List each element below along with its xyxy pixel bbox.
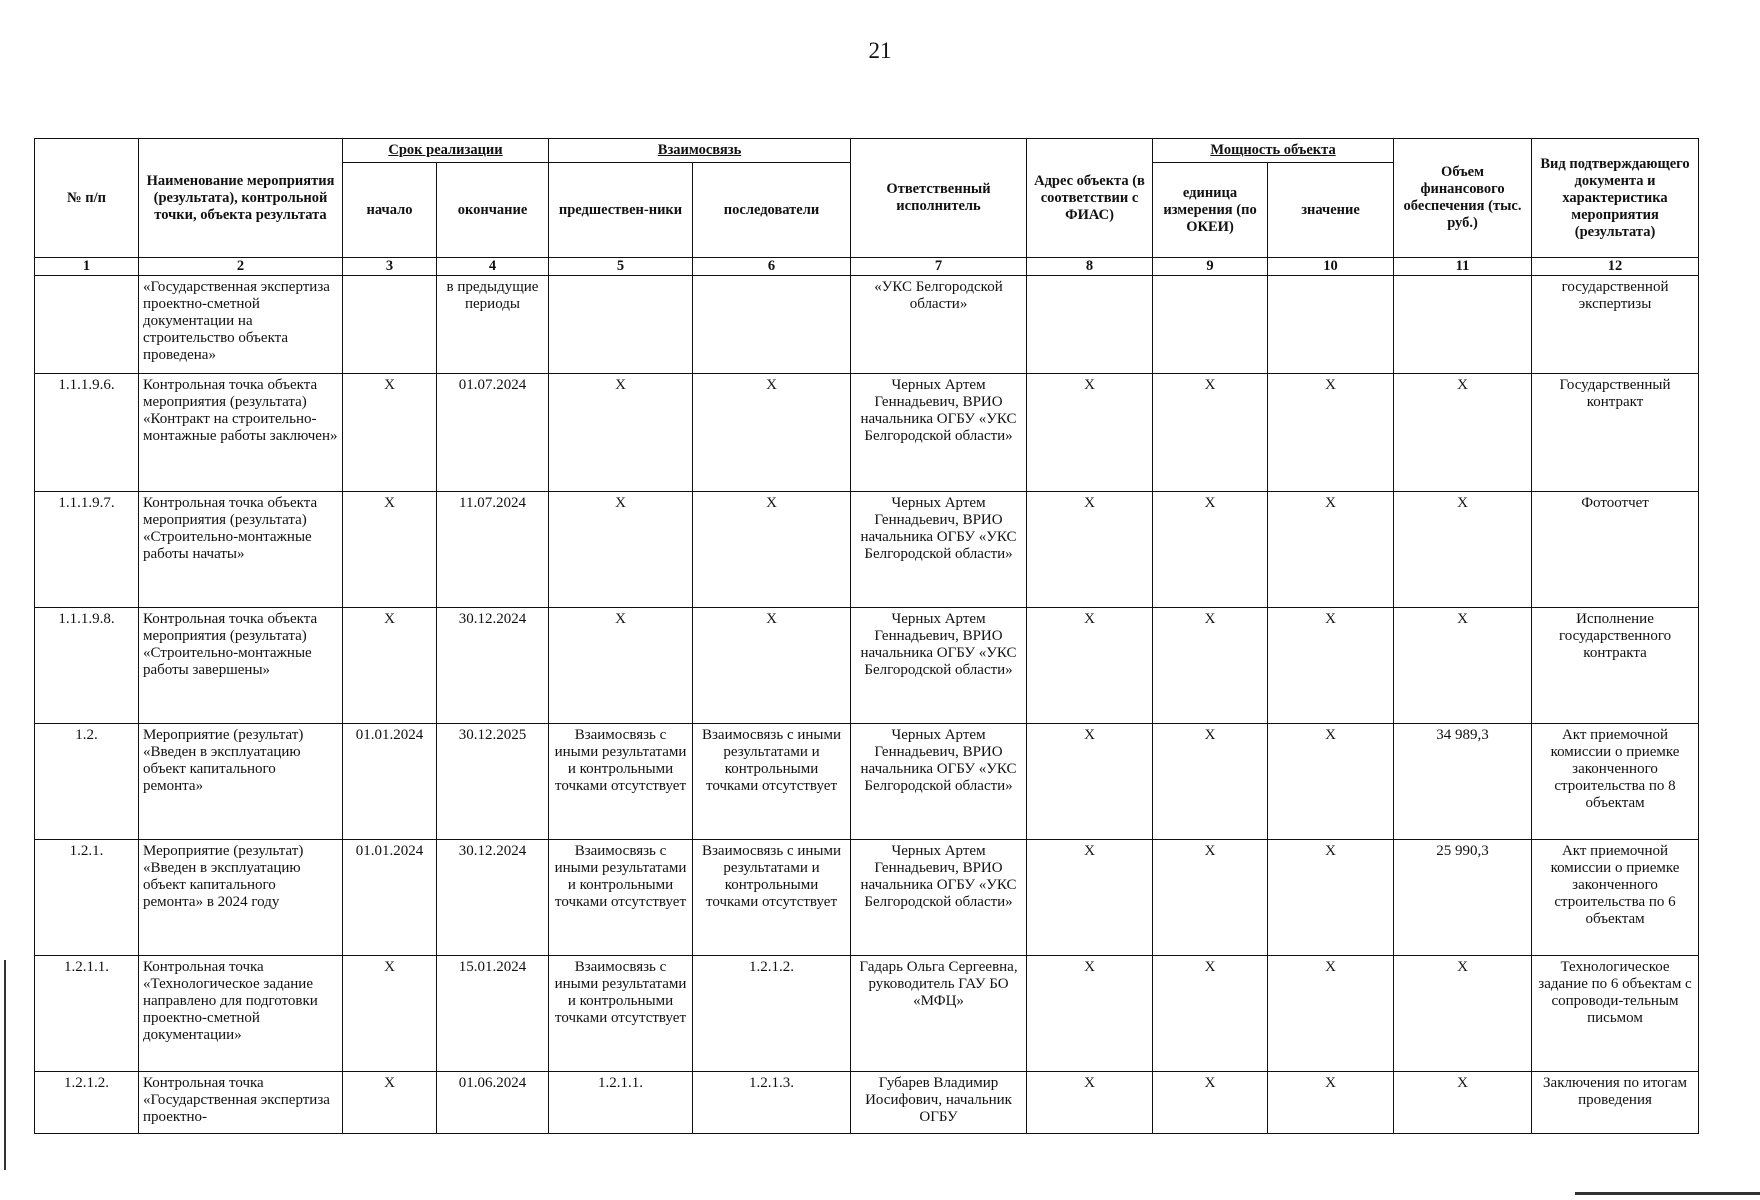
column-number: 7 — [851, 258, 1027, 276]
row-predecessors: Взаимосвязь с иными результатами и контрольными точками отсутствует — [549, 724, 693, 840]
table-row — [35, 608, 1699, 724]
row-number: 1.2.1.1. — [35, 956, 139, 1072]
row-unit — [1153, 276, 1268, 374]
row-predecessors: Х — [549, 374, 693, 492]
row-name: Мероприятие (результат) «Введен в эксплуатацию объект капитального ремонта» — [139, 724, 343, 840]
header-start: начало — [343, 163, 437, 258]
scan-edge-line — [1575, 1192, 1760, 1195]
row-value: Х — [1268, 608, 1394, 724]
column-number: 9 — [1153, 258, 1268, 276]
row-responsible: Черных Артем Геннадьевич, ВРИО начальника ОГБУ «УКС Белгородской области» — [851, 724, 1027, 840]
row-successors: Х — [693, 374, 851, 492]
column-number: 2 — [139, 258, 343, 276]
header-predecessors: предшествен-ники — [549, 163, 693, 258]
row-name: Контрольная точка «Государственная экспертиза проектно- — [139, 1072, 343, 1134]
row-name: Мероприятие (результат) «Введен в эксплуатацию объект капитального ремонта» в 2024 году — [139, 840, 343, 956]
table-row — [35, 956, 1699, 1072]
row-document: Фотоотчет — [1532, 492, 1699, 608]
row-successors: 1.2.1.3. — [693, 1072, 851, 1134]
row-start — [343, 276, 437, 374]
row-successors: Х — [693, 608, 851, 724]
row-finance: Х — [1394, 492, 1532, 608]
row-responsible: Гадарь Ольга Сергеевна, руководитель ГАУ БО «МФЦ» — [851, 956, 1027, 1072]
row-start: 01.01.2024 — [343, 724, 437, 840]
table-row — [35, 724, 1699, 840]
row-value: Х — [1268, 492, 1394, 608]
row-start: Х — [343, 1072, 437, 1134]
column-number: 6 — [693, 258, 851, 276]
header-unit: единица измерения (по ОКЕИ) — [1153, 163, 1268, 258]
row-start: Х — [343, 492, 437, 608]
table-row — [35, 840, 1699, 956]
row-document: Исполнение государственного контракта — [1532, 608, 1699, 724]
row-document: Государственный контракт — [1532, 374, 1699, 492]
row-predecessors: Взаимосвязь с иными результатами и контрольными точками отсутствует — [549, 956, 693, 1072]
row-address: Х — [1027, 492, 1153, 608]
row-address: Х — [1027, 374, 1153, 492]
row-responsible: Губарев Владимир Иосифович, начальник ОГБУ — [851, 1072, 1027, 1134]
row-end: 11.07.2024 — [437, 492, 549, 608]
header-period: Срок реализации — [343, 139, 549, 163]
page-number: 21 — [868, 38, 892, 63]
column-number: 11 — [1394, 258, 1532, 276]
row-name: Контрольная точка объекта мероприятия (результата) «Контракт на строительно-монтажные работы заключен» — [139, 374, 343, 492]
row-name: Контрольная точка объекта мероприятия (результата) «Строительно-монтажные работы завершены» — [139, 608, 343, 724]
row-number: 1.2.1.2. — [35, 1072, 139, 1134]
header-value: значение — [1268, 163, 1394, 258]
row-document: Заключения по итогам проведения — [1532, 1072, 1699, 1134]
header-address: Адрес объекта (в соответствии с ФИАС) — [1027, 139, 1153, 258]
row-end: 01.07.2024 — [437, 374, 549, 492]
table-row — [35, 374, 1699, 492]
row-unit: Х — [1153, 374, 1268, 492]
row-address: Х — [1027, 608, 1153, 724]
row-document: Акт приемочной комиссии о приемке законченного строительства по 6 объектам — [1532, 840, 1699, 956]
row-value: Х — [1268, 374, 1394, 492]
row-document: государственной экспертизы — [1532, 276, 1699, 374]
schedule-table — [34, 138, 1699, 1134]
row-number: 1.1.1.9.8. — [35, 608, 139, 724]
header-end: окончание — [437, 163, 549, 258]
row-finance — [1394, 276, 1532, 374]
row-number: 1.1.1.9.7. — [35, 492, 139, 608]
table-header — [35, 139, 1699, 276]
row-end: 30.12.2024 — [437, 840, 549, 956]
row-address: Х — [1027, 840, 1153, 956]
row-value: Х — [1268, 724, 1394, 840]
header-finance: Объем финансового обеспечения (тыс. руб.) — [1394, 139, 1532, 258]
row-end: 15.01.2024 — [437, 956, 549, 1072]
column-number: 3 — [343, 258, 437, 276]
row-responsible: Черных Артем Геннадьевич, ВРИО начальника ОГБУ «УКС Белгородской области» — [851, 374, 1027, 492]
column-number: 10 — [1268, 258, 1394, 276]
header-responsible: Ответственный исполнитель — [851, 139, 1027, 258]
column-number: 12 — [1532, 258, 1699, 276]
column-number: 1 — [35, 258, 139, 276]
column-number: 8 — [1027, 258, 1153, 276]
scan-edge-line — [4, 960, 6, 1170]
row-predecessors: Х — [549, 608, 693, 724]
column-number: 4 — [437, 258, 549, 276]
row-responsible: Черных Артем Геннадьевич, ВРИО начальника ОГБУ «УКС Белгородской области» — [851, 608, 1027, 724]
header-name: Наименование мероприятия (результата), контрольной точки, объекта результата — [139, 139, 343, 258]
row-name: «Государственная экспертиза проектно-сметной документации на строительство объекта проведена» — [139, 276, 343, 374]
row-successors — [693, 276, 851, 374]
row-end: 30.12.2024 — [437, 608, 549, 724]
row-address — [1027, 276, 1153, 374]
row-start: Х — [343, 956, 437, 1072]
header-successors: последователи — [693, 163, 851, 258]
row-value: Х — [1268, 1072, 1394, 1134]
row-value — [1268, 276, 1394, 374]
row-finance: Х — [1394, 1072, 1532, 1134]
row-start: 01.01.2024 — [343, 840, 437, 956]
row-successors: Х — [693, 492, 851, 608]
row-finance: Х — [1394, 608, 1532, 724]
row-successors: Взаимосвязь с иными результатами и контрольными точками отсутствует — [693, 724, 851, 840]
row-successors: 1.2.1.2. — [693, 956, 851, 1072]
row-name: Контрольная точка объекта мероприятия (результата) «Строительно-монтажные работы начаты» — [139, 492, 343, 608]
header-link: Взаимосвязь — [549, 139, 851, 163]
column-number: 5 — [549, 258, 693, 276]
row-predecessors — [549, 276, 693, 374]
row-name: Контрольная точка «Технологическое задание направлено для подготовки проектно-сметной документации» — [139, 956, 343, 1072]
row-responsible: «УКС Белгородской области» — [851, 276, 1027, 374]
row-value: Х — [1268, 956, 1394, 1072]
row-finance: Х — [1394, 956, 1532, 1072]
table-row — [35, 276, 1699, 374]
row-responsible: Черных Артем Геннадьевич, ВРИО начальника ОГБУ «УКС Белгородской области» — [851, 840, 1027, 956]
row-finance: 34 989,3 — [1394, 724, 1532, 840]
row-number: 1.2.1. — [35, 840, 139, 956]
row-end: в предыдущие периоды — [437, 276, 549, 374]
row-predecessors: Х — [549, 492, 693, 608]
row-address: Х — [1027, 724, 1153, 840]
table-row — [35, 492, 1699, 608]
row-start: Х — [343, 374, 437, 492]
row-finance: 25 990,3 — [1394, 840, 1532, 956]
row-document: Технологическое задание по 6 объектам с сопроводи-тельным письмом — [1532, 956, 1699, 1072]
row-document: Акт приемочной комиссии о приемке законченного строительства по 8 объектам — [1532, 724, 1699, 840]
row-number: 1.2. — [35, 724, 139, 840]
row-unit: Х — [1153, 492, 1268, 608]
row-address: Х — [1027, 956, 1153, 1072]
row-end: 01.06.2024 — [437, 1072, 549, 1134]
header-num: № п/п — [35, 139, 139, 258]
row-finance: Х — [1394, 374, 1532, 492]
table-row — [35, 1072, 1699, 1134]
row-number — [35, 276, 139, 374]
header-document: Вид подтверждающего документа и характеристика мероприятия (результата) — [1532, 139, 1699, 258]
row-address: Х — [1027, 1072, 1153, 1134]
row-unit: Х — [1153, 608, 1268, 724]
row-unit: Х — [1153, 724, 1268, 840]
table-body — [35, 276, 1699, 1134]
row-unit: Х — [1153, 840, 1268, 956]
row-start: Х — [343, 608, 437, 724]
row-end: 30.12.2025 — [437, 724, 549, 840]
row-number: 1.1.1.9.6. — [35, 374, 139, 492]
row-responsible: Черных Артем Геннадьевич, ВРИО начальника ОГБУ «УКС Белгородской области» — [851, 492, 1027, 608]
header-capacity: Мощность объекта — [1153, 139, 1394, 163]
row-unit: Х — [1153, 1072, 1268, 1134]
row-predecessors: 1.2.1.1. — [549, 1072, 693, 1134]
row-value: Х — [1268, 840, 1394, 956]
row-unit: Х — [1153, 956, 1268, 1072]
row-successors: Взаимосвязь с иными результатами и контрольными точками отсутствует — [693, 840, 851, 956]
row-predecessors: Взаимосвязь с иными результатами и контрольными точками отсутствует — [549, 840, 693, 956]
column-numbers-row — [35, 258, 1699, 276]
